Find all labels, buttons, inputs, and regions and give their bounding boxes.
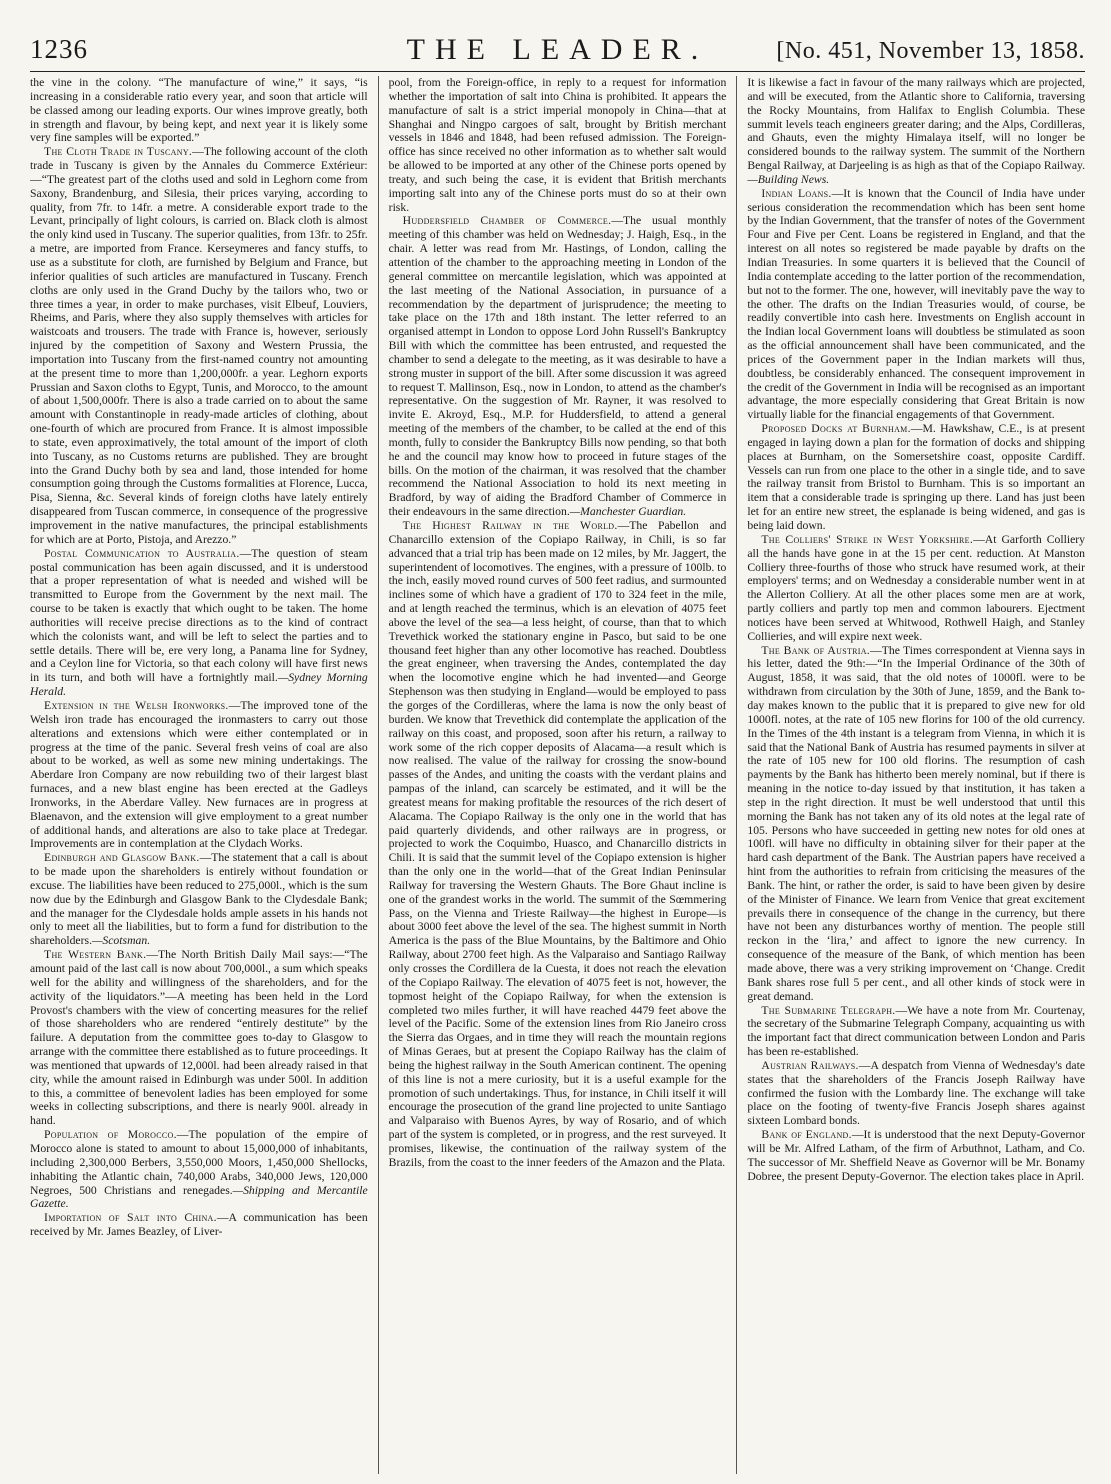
article-heading: Edinburgh and Glasgow Bank.: [44, 851, 200, 865]
article-heading: Proposed Docks at Burnham.: [761, 422, 911, 436]
column-2: [378, 76, 727, 1474]
article-paragraph: [747, 1128, 1085, 1183]
article-body: —The Pabellon and Chanarcillo extension of the Copiapo Railway, in Chili, is so far advanced that a trial trip has been made on 12 miles, by Mr. Jaggert, the superintendent of locomotives. The engines, with a pressure of 100lb. to the inch, easily moved round curves of 500 feet radius, and surmounted inclines some of which have a gradient of 170 to 324 feet in the mile, and at length reached the terminus, which is an elevation of 4075 feet above the level of the sea—a less height, of course, than that to which Trevethick worked the stationary engine in Pasco, but said to be one thousand feet higher than any other locomotive has reached. Doubtless the great engineer, when traversing the Andes, contemplated the day when the locomotive engine which he had invented—and George Stephenson was then studying in England—would be employed to pass the gorges of the Cordilleras, where the lama is now the only beast of burden. We know that Trevethick did contemplate the application of the railway on this coast, and proposed, soon after his return, a railway to work some of the rich copper deposits of Alacama—a result which is now realised. The value of the railway for crossing the snow-bound passes of the Andes, and uniting the coasts with the verdant plains and pampas of the inland, can scarcely be estimated, and it will be the greatest means for making profitable the resources of the rich desert of Alacama. The Copiapo Railway is the only one in the world that has paid quarterly dividends, and other railways are in progress, or projected to work the Coquimbo, Huasco, and Chanarcillo districts in Chili. It is said that the summit level of the Copiapo extension is higher than the only one in the world—that of the Great Indian Peninsular Railway for traversing the Western Ghauts. The Bore Ghaut incline is one of the grandest works in the world. The summit of the Sœmmering Pass, on the Vienna and Trieste Railway—the highest in Europe—is about 3000 feet above the level of the sea. The highest summit in North America is the pass of the Blue Mountains, by the Baltimore and Ohio Railway, about 2700 feet high. As the Valparaiso and Santiago Railway only crosses the Cordillera de la Cuesta, it does not reach the elevation of the Copiapo Railway. The elevation of 4075 feet is not, however, the topmost height of the Copiapo Railway, for when the extension is completed two miles further, it will have reached 4479 feet above the level of the Pacific. Some of the extension lines from Rio Janeiro cross the Sierra das Orgaes, and in time they will reach the mountain regions of Minas Geraes, but at present the Copiapo Railway has the claim of being the highest railway in the South American continent. The opening of this line is not a mere curiosity, but it is a useful example for the promotion of such undertakings. Thus, for instance, in Chili itself it will encourage the prosecution of the grand line projected to unite Santiago and Valparaiso with Buenos Ayres, by way of Rosario, and of which part of the system is completed, or in progress, and the rest surveyed. It promises, likewise, the continuation of the railway system of the Brazils, from the coast to the inner feeders of the Amazon and the Plata.: [388, 519, 727, 1169]
article-body: —The question of steam postal communication has been again discussed, and it is understood that a proper representation of what is needed and wished will be transmitted to Europe from the Government by the next mail. The course to be taken is exactly that which ought to be taken. The home authorities will receive precise directions as to the kind of contract which the colonists want, and will be left to select the parties and to settle details. There will be, ere very long, a Panama line for Sydney, and a Ceylon line for Victoria, so that each colony will have first news in its turn, and both will have a fortnightly mail.: [30, 546, 368, 685]
article-heading: Huddersfield Chamber of Commerce.: [402, 214, 612, 228]
article-heading: Austrian Railways.: [761, 1058, 859, 1072]
article-body: the vine in the colony. “The manufacture of wine,” it says, “is increasing in a considerable ratio every year, and soon that article will be classed among our leading exports. Our wines improve greatly, both in strength and flavour, by being kept, and next year it is likely some very fine samples will be exported.”: [30, 76, 368, 145]
article-paragraph: [747, 76, 1085, 187]
article-heading: The Colliers' Strike in West Yorkshire.: [761, 532, 974, 546]
article-body: —It is known that the Council of India have under serious consideration the recommendation which has been sent home by the Indian Government, that the transfer of notes of the Government Four and Five per Cent. Loans be registered in England, and that the interest on all notes so registered be made payable by drafts on the Indian Treasuries. In some quarters it is believed that the Council of India contemplate acceding to the latter portion of the recommendation, but not to the former. The one, however, will inevitably pave the way to the other. The drafts on the Indian Treasuries would, of course, be readily convertible into cash here. Investments on English account in the Indian local Government loans will doubtless be stimulated as soon as the official announcement shall have been communicated, and the prices of the Government paper in the Indian markets will thus, doubtless, be considerably enhanced. The consequent improvement in the credit of the Government in India will be recognised as an important advantage, the more especially considering that Great Britain is now virtually liable for the financial engagements of that Government.: [747, 186, 1086, 422]
source-citation: —Sydney Morning Herald.: [30, 671, 368, 699]
article-heading: The Submarine Telegraph.: [761, 1003, 896, 1017]
article-body: —The North British Daily Mail says:—“The amount paid of the last call is now about 700,000l., a sum which speaks well for the ability and willingness of the shareholders, and for the activity of the liquidators.”—A meeting has been held in the Lord Provost's chambers with the view of concerting measures for the relief of those shareholders who are rendered “entirely destitute” by the failure. A deputation from the committee goes to-day to Glasgow to arrange with the committee there established as to future proceedings. It was mentioned that upwards of 12,000l. had been already raised in that city, while the amount raised in Edinburgh was under 500l. In addition to this, a committee of benevolent ladies has been employed for some weeks in collecting subscriptions, and there is nearly 900l. already in hand.: [30, 948, 368, 1128]
article-paragraph: [747, 422, 1085, 533]
article-paragraph: [389, 519, 727, 1170]
column-3: [736, 76, 1085, 1474]
article-body: pool, from the Foreign-office, in reply to a request for information whether the importation of salt into China is prohibited. It appears the manufacture of salt is a strict imperial monopoly in China—that at Shanghai and Ningpo cargoes of salt, brought by British merchant vessels in 1846 and 1848, had been refused admission. The Foreign-office has since received no other information as to whether salt would be allowed to be imported at any other of the Chinese ports opened by treaty, and such being the case, it is evident that British merchants importing salt into any of the Chinese ports must do so at their own risk.: [388, 76, 727, 214]
article-heading: The Cloth Trade in Tuscany.: [44, 145, 193, 159]
article-paragraph: [747, 533, 1085, 644]
article-body: —It is understood that the next Deputy-Governor will be Mr. Alfred Latham, of the firm of Arbuthnot, Latham, and Co. The successor of Mr. Sheffield Neave as Governor will be Mr. Bonamy Dobree, the present Deputy-Governor. The election takes place in April.: [747, 1128, 1086, 1183]
article-paragraph: [747, 1004, 1085, 1059]
article-paragraph: [30, 1211, 368, 1239]
article-heading: Bank of England.: [761, 1128, 852, 1142]
masthead: [30, 28, 1085, 72]
article-paragraph: [389, 214, 727, 519]
article-body: —We have a note from Mr. Courtenay, the secretary of the Submarine Telegraph Company, acquainting us with the important fact that direct communication between London and Paris has been re-established.: [747, 1003, 1086, 1059]
article-heading: The Highest Railway in the World.: [402, 519, 618, 532]
article-body: —At Garforth Colliery all the hands have gone in at the 15 per cent. reduction. At Manston Colliery three-fourths of those who struck have resumed work, at their employers' terms; and on Wednesday a considerable number went in at the Allerton Colliery. At all the other places some men are at work, partly colliers and partly top men and common labourers. Ejectment notices have been served at Whitwood, Rothwell Haigh, and Stanley Collieries, and will expire next week.: [747, 532, 1086, 643]
article-body: It is likewise a fact in favour of the many railways which are projected, and will be executed, from the Atlantic shore to California, traversing the Rocky Mountains, from Halifax to English Columbia. These summit levels teach engineers greater daring; and the Alps, Cordilleras, and Ghauts, even the mighty Himalaya itself, will no longer be considered bounds to the railway system. The summit of the Northern Bengal Railway, at Darjeeling is as high as that of the Copiapo Railway.: [747, 76, 1086, 173]
article-body: —The Times correspondent at Vienna says in his letter, dated the 9th:—“In the Imperial Ordinance of the 30th of August, 1858, it was said, that the old notes of 1000fl. were to be withdrawn from circulation by the 30th of June, 1859, and the Bank to-day makes known to the public that it is prepared to give new for old 1000fl. notes, at the rate of 105 new florins for 100 of the old currency. In the Times of the 4th instant is a telegram from Vienna, in which it is said that the National Bank of Austria has resumed payments in silver at the rate of 105 new for 100 old florins. The resumption of cash payments by the Bank has hitherto been merely nominal, but if there is meaning in the notice to-day issued by that institution, it has taken a step in the right direction. It must be well understood that until this morning the Bank has not taken any of its old notes at the legal rate of 105. Persons who have succeeded in getting new notes for old ones at 100fl. will have no difficulty in obtaining silver for their paper at the hard cash department of the Bank. The Austrian papers have received a hint from the authorities to refrain from criticising the measures of the Bank. The hint, or rather the order, is said to have been given by desire of the Minister of Finance. We learn from Venice that great excitement prevails there in consequence of the change in the currency, but there have not been any disturbances worthy of mention. The people still reckon in the ‘lira,’ and affect to ignore the new currency. In consequence of the measure of the Bank, of which mention has been made above, there was a very striking improvement on ‘Change. Credit Bank shares rose full 5 per cent., and all other kinds of stock were in great demand.: [747, 643, 1086, 1003]
article-heading: Extension in the Welsh Ironworks.: [44, 698, 229, 712]
article-body: —The statement that a call is about to be made upon the shareholders is entirely without foundation or excuse. The liabilities have been reduced to 275,000l., which is the sum now due by the Edinburgh and Glasgow Bank to the Clydesdale Bank; and the manager for the Clydesdale holds ample assets in his hands not only to meet all the liabilities, but to form a fund for distribution to the shareholders.: [30, 851, 368, 948]
article-paragraph: [30, 851, 368, 948]
article-paragraph: [30, 948, 368, 1128]
article-heading: The Bank of Austria.: [761, 643, 871, 657]
article-body: —A despatch from Vienna of Wednesday's date states that the shareholders of the Francis Joseph Railway have confirmed the fusion with the Lombardy line. The exchange will take place on the footing of twenty-five Francis Joseph shares against sixteen Lombard bonds.: [747, 1058, 1086, 1128]
page-number: 1236: [30, 34, 88, 64]
article-body: —The usual monthly meeting of this chamber was held on Wednesday; J. Haigh, Esq., in the chair. A letter was read from Mr. Hastings, of London, calling the attention of the chamber to the approaching meeting in London of the general committee on mercantile legislation, which was appointed at the last meeting of the National Association, in pursuance of a recommendation by the department of jurisprudence; the meeting to take place on the 17th and 18th instant. The letter referred to an organised attempt in London to oppose Lord John Russell's Bankruptcy Bill with which the committee has been entrusted, and requested the chamber to send a delegate to the meeting, as it was desirable to have a strong muster in support of the bill. After some discussion it was agreed to request T. Mallinson, Esq., now in London, to attend as the chamber's representative. On the suggestion of Mr. Rayner, it was resolved to invite E. Akroyd, Esq., M.P. for Huddersfield, to attend a general meeting of the members of the chamber, to be called at the end of this month, fully to consider the Bankruptcy Bills now pending, so that both he and the council may know how to proceed in future stages of the bills. On the motion of the chairman, it was resolved that the chamber recommend the National Association to hold its next meeting in Bradford, by way of aiding the Bradford Chamber of Commerce in their endeavours in the same direction.: [388, 214, 727, 519]
article-body: —The improved tone of the Welsh iron trade has encouraged the ironmasters to carry out those alterations and extensions which were either contemplated or in progress at the time of the panic. Several fresh veins of coal are also about to be worked, as well as some new mining undertakings. The Aberdare Iron Company are now rebuilding two of their largest blast furnaces, and a new blast engine has been erected at the Gadleys Ironworks, in the Aberdare Valley. New furnaces are in progress at Blaenavon, and the extension will give employment to a great number of additional hands, and alterations are also to take place at Tredegar. Improvements are in contemplation at the Clydach Works.: [30, 698, 368, 851]
article-paragraph: [747, 1059, 1085, 1128]
article-paragraph: [30, 145, 368, 546]
article-paragraph: [30, 1128, 368, 1211]
source-citation: —Scotsman.: [92, 934, 151, 948]
issue-line: [No. 451, November 13, 1858.: [776, 38, 1085, 64]
article-paragraph: [30, 547, 368, 699]
article-heading: Importation of Salt into China.: [44, 1211, 217, 1225]
article-paragraph: [747, 187, 1085, 422]
article-body: —A communication has been received by Mr. James Beazley, of Liver-: [30, 1211, 368, 1239]
source-citation: —Building News.: [747, 172, 830, 186]
article-columns: [30, 76, 1085, 1474]
article-body: —M. Hawkshaw, C.E., is at present engaged in laying down a plan for the formation of docks and shipping places at Burnham, on the Somersetshire coast, opposite Cardiff. Vessels can run from one place to the other in a single tide, and to save the railway transit from Bristol to Burnham. This is so important an item that a considerable trade is springing up there. Land has just been let for an entire new street, the esplanade is being widened, and gas is being laid down.: [747, 422, 1086, 532]
paper-title: THE LEADER.: [406, 33, 709, 66]
column-1: [30, 76, 368, 1474]
article-paragraph: [747, 644, 1085, 1004]
article-paragraph: [30, 76, 368, 145]
article-heading: Indian Loans.: [761, 186, 832, 200]
article-heading: Population of Morocco.: [44, 1128, 177, 1142]
article-heading: Postal Communication to Australia.: [44, 546, 240, 560]
article-body: —The following account of the cloth trade in Tuscany is given by the Annales du Commerce Extérieur:—“The greatest part of the cloths used and sold in Leghorn come from Saxony, Brandenburg, and Silesia, their prices varying, according to quality, from 7fr. to 14fr. a metre. A considerable export trade to the Levant, principally of light colours, is carried on. Black cloth is almost the only kind used in Tuscany. The superior qualities, from 13fr. to 25fr. a metre, are imported from France. Kerseymeres and fancy stuffs, to use as a substitute for cloth, are furnished by Belgium and France, but inferior qualities of such articles are manufactured in Tuscany. French cloths are only used in the Grand Duchy by the tailors who, two or three times a year, in order to make purchases, visit Elbeuf, Louviers, Rheims, and Paris, where they also supply themselves with articles for waistcoats and trousers. The trade with France is, however, seriously injured by the competition of Saxony and Western Prussia, the importation into Tuscany from the first-named country not amounting at the present time to more than 1,200,000fr. a year. Leghorn exports Prussian and Saxon cloths to Egypt, Tunis, and Morocco, to the amount of about 1,500,000fr. There is also a trade carried on to about the same amount with Constantinople in ready-made articles of clothing, about one-fourth of which are procured from France. It is almost impossible to state, even approximatively, the total amount of the import of cloth into Tuscany, as no Customs returns are published. They are brought into the Grand Duchy both by sea and land, those intended for home consumption going through the Customs formalities at Florence, Lucca, Pisa, Sienna, &c. Several kinds of foreign cloths have lately entirely disappeared from Tuscan commerce, in consequence of the progressive improvement in the native manufactures, the principal establishments for which are at Porto, Pistoja, and Arezzo.”: [30, 145, 368, 546]
source-citation: —Manchester Guardian.: [569, 505, 687, 519]
source-citation: —Shipping and Mercantile Gazette.: [30, 1183, 368, 1211]
article-body: —The population of the empire of Morocco alone is stated to amount to about 15,000,000 of inhabitants, including 2,300,000 Berbers, 3,550,000 Moors, 1,450,000 Shellocks, inhabiting the Atlantic chain, 740,000 Arabs, 340,000 Jews, 120,000 Negroes, 500 Christians and renegades.: [30, 1128, 368, 1197]
article-paragraph: [30, 699, 368, 851]
article-paragraph: [389, 76, 727, 214]
article-heading: The Western Bank.: [44, 948, 147, 962]
